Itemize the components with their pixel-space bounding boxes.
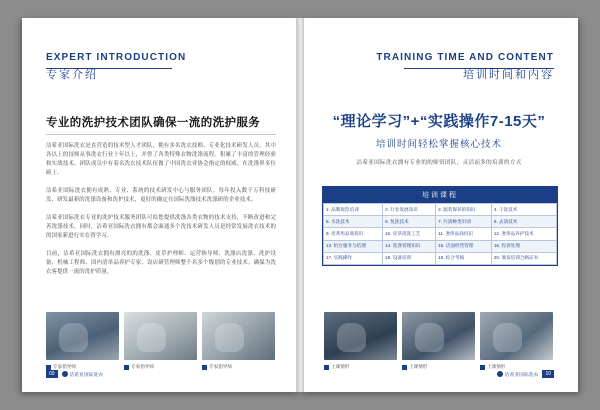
right-page-title: “理论学习”+“实践操作7-15天” — [332, 113, 546, 130]
brand-logo-icon — [62, 371, 68, 377]
table-cell: 17. 实践操作 — [324, 252, 383, 264]
table-cell: 2. 行业发展知识 — [383, 204, 436, 216]
table-row — [324, 252, 557, 264]
right-page — [300, 18, 578, 392]
table-cell: 20. 颁发培训合格证书 — [491, 252, 556, 264]
photo-caption-text: 专家指导师 — [209, 364, 232, 369]
table-cell: 11. 奢侈品商投识 — [436, 228, 492, 240]
table-cell: 5. 水洗技术 — [324, 216, 383, 228]
left-paragraph: 洁希亚国际洗衣拥有成熟、专业、系统的技术研发中心与服务团队。每年投入数千万科技研发、研发最新的洗涤设备和洗护技术，更好的确定在国际洗涤技术洗涤研的企业技术。 — [46, 188, 276, 203]
bullet-square-icon — [202, 365, 207, 370]
photo-caption — [402, 364, 475, 370]
photo-item — [202, 312, 275, 370]
footer-brand-text: 洁希亚国际洗衣 — [504, 371, 539, 377]
table-row — [324, 204, 557, 216]
table-cell: 12. 奢侈品养护技术 — [491, 228, 556, 240]
footer-brand — [62, 371, 104, 378]
course-table-header: 培训课程 — [323, 187, 557, 203]
footer-brand — [497, 371, 539, 378]
photo-image — [202, 312, 275, 360]
left-paragraph: 洁希亚国际洗衣专业的洗护技术服务团队可给您提供洗涤各类衣物的技术支持，不断改进和完善洗涤技术，同时，洁希亚国际洗衣拥有都会面通多个洗技术研发人员是经常发展洗衣技术的的国家新进行实在资学习。 — [46, 215, 276, 239]
bullet-square-icon — [402, 365, 407, 370]
photo-caption — [124, 364, 197, 370]
table-cell: 19. 综合考核 — [436, 252, 492, 264]
photo-image — [324, 312, 397, 360]
table-cell: 14. 洗涤管理知识 — [383, 240, 436, 252]
photo-item — [324, 312, 397, 370]
left-paragraph: 目前，洁希亚国际洗衣拥有漂亮的的洗涤、皮草护理师、运营指导师、洗涤店洗涤、洗护设备、机械工程师、国内清单品养护专家、设店研管理师整个名多个级别的专业技术。确保为洗衣客提供一流的洗护质量。 — [46, 251, 276, 275]
right-page-subtitle: 培训时间轻松掌握核心技术 — [375, 139, 502, 150]
table-row — [324, 240, 557, 252]
left-paragraph: 洁希亚国际洗衣是直营造的技术型人才团队，拥有多名洗衣技师、专业化技术研发人员，其中各以上的技师从事洗衣行业十年以上，并曾了各类特殊衣物洗涤流程。积累了丰富的管理经验和实战技术、团队成员中有着名洗衣技术队伍做了中国洗衣业协会指定的权威。在洗涤界多位硕士。 — [46, 143, 276, 176]
table-cell: 8. 去渍技术 — [491, 216, 556, 228]
photo-image — [402, 312, 475, 360]
left-header — [46, 52, 186, 82]
table-cell: 13. 机台服务与结理 — [324, 240, 383, 252]
table-row — [324, 228, 557, 240]
left-page — [22, 18, 300, 392]
table-cell: 10. 皮草清洗工艺 — [383, 228, 436, 240]
photo-caption — [202, 364, 275, 370]
table-cell: 6. 复洗技术 — [383, 216, 436, 228]
photo-item — [402, 312, 475, 370]
table-row — [324, 216, 557, 228]
photo-caption-text: 上课情形 — [331, 364, 350, 369]
left-page-title: 专业的洗护技术团队确保一流的洗护服务 — [46, 117, 261, 129]
right-page-description: 洁希亚国际洗衣拥有专业的的师资团队，灵活而多的培训的方式 — [356, 160, 522, 166]
right-header-en: TRAINING TIME AND CONTENT — [376, 52, 554, 63]
table-cell: 15. 店面经营管理 — [436, 240, 492, 252]
photo-caption-text: 专家指导师 — [53, 364, 76, 369]
page-number: 10 — [542, 370, 554, 378]
table-cell: 3. 服装保养的知识 — [436, 204, 492, 216]
photo-item — [480, 312, 553, 370]
page-number: 09 — [46, 370, 58, 378]
photo-image — [46, 312, 119, 360]
photo-caption-text: 上课情形 — [409, 364, 428, 369]
left-header-cn: 专家介绍 — [46, 69, 98, 81]
table-cell: 18. 设备培训 — [383, 252, 436, 264]
right-footer — [497, 368, 554, 380]
left-header-rule — [46, 68, 172, 69]
left-title-divider — [46, 134, 276, 135]
left-body-text — [46, 142, 276, 286]
right-header-rule — [404, 68, 554, 69]
table-cell: 16. 投诉处理 — [491, 240, 556, 252]
photo-caption-text: 上课情形 — [487, 364, 506, 369]
left-photo-strip — [46, 312, 276, 370]
brand-logo-icon — [497, 371, 503, 377]
course-table — [322, 186, 558, 266]
right-header — [376, 52, 554, 82]
bullet-square-icon — [480, 365, 485, 370]
table-cell: 7. 污渍种类识别 — [436, 216, 492, 228]
bullet-square-icon — [124, 365, 129, 370]
photo-item — [124, 312, 197, 370]
photo-image — [124, 312, 197, 360]
photo-caption — [324, 364, 397, 370]
table-cell: 9. 皮革用品商投识 — [324, 228, 383, 240]
left-header-en: EXPERT INTRODUCTION — [46, 52, 187, 63]
bullet-square-icon — [324, 365, 329, 370]
photo-item — [46, 312, 119, 370]
photo-image — [480, 312, 553, 360]
right-photo-strip — [324, 312, 554, 370]
table-cell: 1. 品牌规范培训 — [324, 204, 383, 216]
table-cell: 4. 干洗技术 — [491, 204, 556, 216]
page-gutter — [296, 18, 304, 392]
right-header-cn: 培训时间和内容 — [463, 69, 554, 81]
photo-caption-text: 专家指导师 — [131, 364, 154, 369]
footer-brand-text: 洁希亚国际洗衣 — [69, 371, 104, 377]
left-footer — [46, 368, 103, 380]
